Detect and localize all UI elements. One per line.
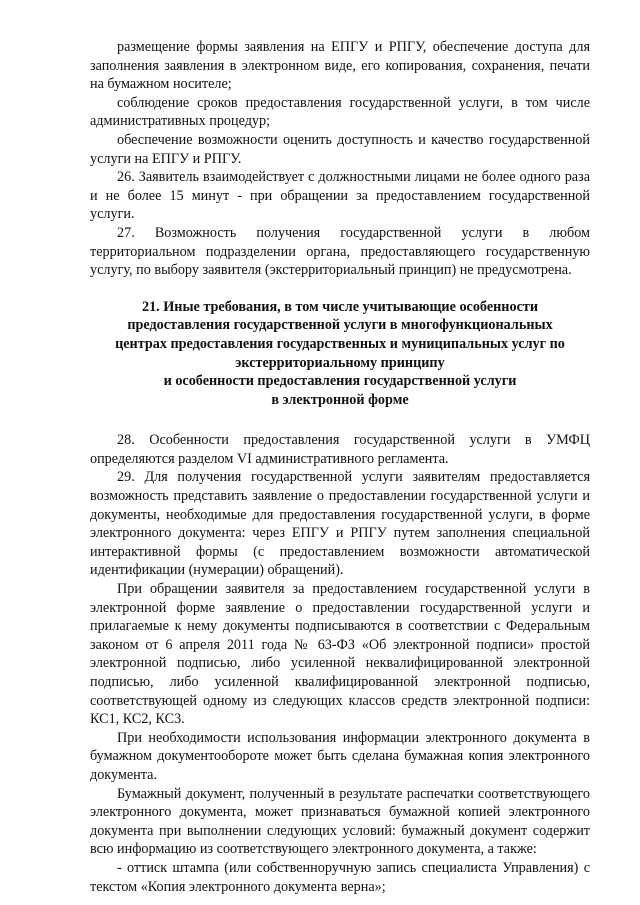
spacer bbox=[90, 280, 590, 298]
paragraph-stamp: - оттиск штампа (или собственноручную запись специалиста Управления) с текстом «Копия электронного документа верна»; bbox=[90, 859, 590, 895]
section-heading-line: в электронной форме bbox=[271, 391, 409, 408]
paragraph-deadlines: соблюдение сроков предоставления государственной услуги, в том числе административных процедур; bbox=[90, 94, 590, 130]
paragraph-paper-document-conditions: Бумажный документ, полученный в результате распечатки соответствующего электронного документа, может признаваться бумажной копией электронного документа при выполнении следующих условий: бумажный документ содержит всю информацию из соответствующего электронного документа, а также: bbox=[90, 785, 590, 858]
paragraph-28: 28. Особенности предоставления государственной услуги в УМФЦ определяются разделом VI административного регламента. bbox=[90, 432, 590, 467]
section-heading-line: 21. Иные требования, в том числе учитывающие особенности bbox=[141, 298, 539, 315]
spacer bbox=[90, 409, 590, 431]
paragraph-quality-assessment: обеспечение возможности оценить доступность и качество государственной услуги на ЕПГУ и РПГУ. bbox=[90, 131, 590, 167]
section-heading-line: центрах предоставления государственных и муниципальных услуг по bbox=[115, 335, 565, 352]
paragraph-27: 27. Возможность получения государственной услуги в любом территориальном подразделении органа, предоставляющего государственную услугу, по выбору заявителя (экстерриториальный принцип) не предусмотрена. bbox=[90, 224, 590, 279]
section-heading-line: и особенности предоставления государственной услуги bbox=[163, 373, 517, 390]
paragraph-29: 29. Для получения государственной услуги заявителям предоставляется возможность представить заявление о предоставлении государственной услуги и документы, необходимые для предоставления государственной услуги, в форме электронного документа: через ЕПГУ и РПГУ путем заполнения специальной интерактивной формы (с предоставлением возможности автоматической идентификации (нумерации) обращений). bbox=[90, 469, 590, 579]
paragraph-form-placement: размещение формы заявления на ЕПГУ и РПГУ, обеспечение доступа для заполнения заявления в электронном виде, его копирования, сохранения, печати на бумажном носителе; bbox=[90, 39, 590, 93]
section-heading bbox=[90, 298, 590, 410]
section-heading-line: экстерриториальному принципу bbox=[235, 354, 445, 371]
paragraph-26: 26. Заявитель взаимодействует с должностными лицами не более одного раза и не более 15 минут - при обращении за предоставлением государственной услуги. bbox=[90, 169, 590, 223]
document-page bbox=[90, 38, 590, 896]
section-heading-line: предоставления государственной услуги в многофункциональных bbox=[127, 317, 553, 334]
paragraph-electronic-signature: При обращении заявителя за предоставлением государственной услуги в электронной форме заявление о предоставлении государственной услуги и прилагаемые к нему документы подписываются в соответствии с Федеральным законом от 6 апреля 2011 года № 63-ФЗ «Об электронной подписи» простой электронной подписью, либо усиленной неквалифицированной электронной подписью, либо усиленной квалифицированной электронной подписью, соответствующей одному из следующих классов средств электронной подписи: КС1, КС2, КС3. bbox=[90, 581, 590, 728]
paragraph-paper-copy: При необходимости использования информации электронного документа в бумажном документообороте может быть сделана бумажная копия электронного документа. bbox=[90, 729, 590, 783]
